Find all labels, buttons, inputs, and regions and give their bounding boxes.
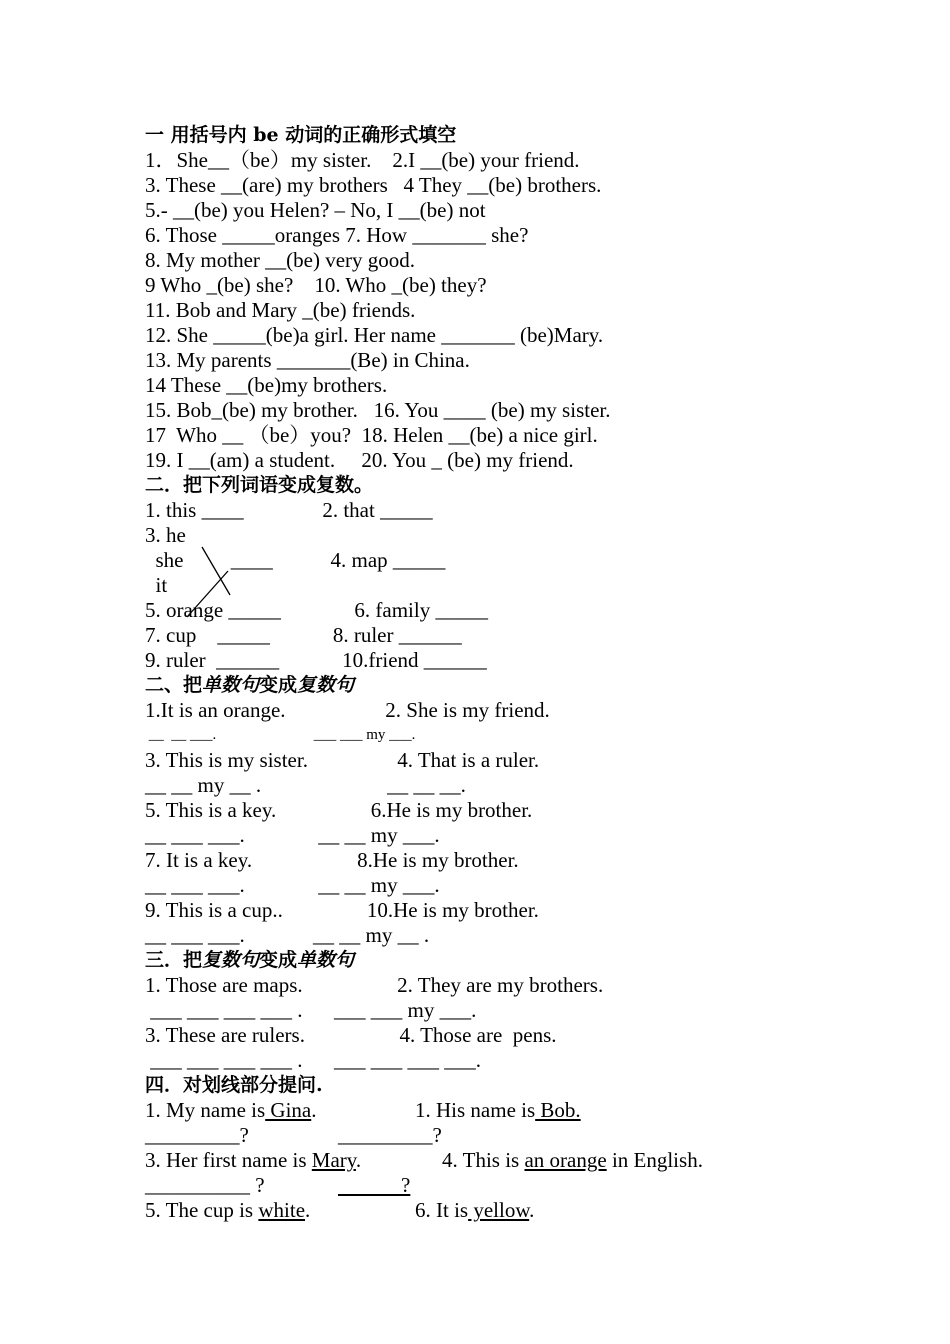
section2-line: she ____ 4. map _____	[145, 548, 446, 572]
section1-line: 8. My mother __(be) very good.	[145, 248, 416, 272]
section4-title: 三．把复数句变成单数句	[145, 949, 355, 971]
section3-line: 5. This is a key. 6.He is my brother.	[145, 798, 533, 822]
answer-blank: __________ ?	[145, 1173, 265, 1197]
section1-title: 一 用括号内 be 动词的正确形式填空	[145, 124, 457, 146]
section4-line: 3. These are rulers. 4. Those are pens.	[145, 1023, 557, 1047]
section3-line: 3. This is my sister. 4. That is a ruler.	[145, 748, 540, 772]
section2-line: it	[145, 573, 168, 597]
answer-blank: _________?	[145, 1123, 249, 1147]
section5-title: 四．对划线部分提问.	[145, 1074, 323, 1096]
section2-line: 5. orange _____ 6. family _____	[145, 598, 488, 622]
section1-line: 3. These __(are) my brothers 4 They __(be) brothers.	[145, 173, 602, 197]
section4-line: ___ ___ ___ ___ . ___ ___ ___ ___.	[145, 1048, 481, 1072]
question-4: 4. This is an orange in English.	[442, 1148, 703, 1172]
question-6: 6. It is yellow.	[415, 1198, 535, 1222]
question-3: 3. Her first name is Mary.	[145, 1148, 362, 1172]
section1-line: 12. She _____(be)a girl. Her name _______ (be)Mary.	[145, 323, 604, 347]
section2-line: 1. this ____ 2. that _____	[145, 498, 433, 522]
question-1: 1. My name is Gina.	[145, 1098, 317, 1122]
section3-line: __ __ my __ . __ __ __.	[145, 773, 466, 797]
section4-line: 1. Those are maps. 2. They are my brothers.	[145, 973, 604, 997]
section1-line: 11. Bob and Mary _(be) friends.	[145, 298, 416, 322]
section1-line: 15. Bob_(be) my brother. 16. You ____ (be) my sister.	[145, 398, 611, 422]
cross-out-mark	[185, 545, 235, 620]
section2-line: 9. ruler ______ 10.friend ______	[145, 648, 487, 672]
section3-line: 1.It is an orange. 2. She is my friend.	[145, 698, 550, 722]
question-2: 1. His name is Bob.	[415, 1098, 581, 1122]
section1-line: 17 Who __ （be）you? 18. Helen __(be) a nice girl.	[145, 423, 598, 447]
section1-line: 13. My parents _______(Be) in China.	[145, 348, 470, 372]
answer-blank: ?	[338, 1173, 411, 1197]
section1-line: 5.- __(be) you Helen? – No, I __(be) not	[145, 198, 486, 222]
section3-line: __ ___ ___. __ __ my __ .	[145, 923, 430, 947]
section2-line: 3. he	[145, 523, 186, 547]
section3-line: 7. It is a key. 8.He is my brother.	[145, 848, 519, 872]
section3-line: __ ___ ___. __ __ my ___.	[145, 823, 440, 847]
section1-line: 6. Those _____oranges 7. How _______ she?	[145, 223, 529, 247]
section4-line: ___ ___ ___ ___ . ___ ___ my ___.	[145, 998, 477, 1022]
section1-line: 19. I __(am) a student. 20. You _ (be) my friend.	[145, 448, 574, 472]
section2-line: 7. cup _____ 8. ruler ______	[145, 623, 462, 647]
question-5: 5. The cup is white.	[145, 1198, 311, 1222]
answer-blank: _________?	[338, 1123, 442, 1147]
section1-line: 1．She__（be）my sister. 2.I __(be) your friend.	[145, 148, 580, 172]
section3-line: 9. This is a cup.. 10.He is my brother.	[145, 898, 539, 922]
section3-line: __ __ ___. ___ ___ my ___.	[145, 727, 416, 743]
section3-title: 二、把单数句变成复数句	[145, 674, 355, 696]
section1-line: 14 These __(be)my brothers.	[145, 373, 388, 397]
section2-title: 二．把下列词语变成复数。	[145, 474, 374, 496]
section1-line: 9 Who _(be) she? 10. Who _(be) they?	[145, 273, 487, 297]
section3-line: __ ___ ___. __ __ my ___.	[145, 873, 440, 897]
